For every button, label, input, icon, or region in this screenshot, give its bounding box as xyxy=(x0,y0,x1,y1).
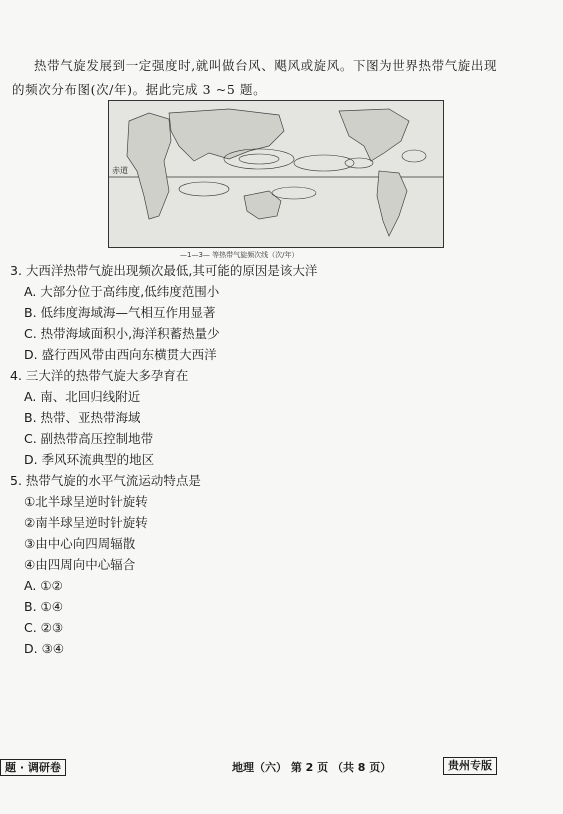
question-3-option-b[interactable]: B. 低纬度海域海—气相互作用显著 xyxy=(24,305,216,320)
intro-line-2: 的频次分布图(次/年)。据此完成 3 ~5 题。 xyxy=(12,82,267,97)
question-5-statement-2: ②南半球呈逆时针旋转 xyxy=(24,515,148,530)
world-cyclone-frequency-map xyxy=(108,100,444,248)
question-4-stem: 4. 三大洋的热带气旋大多孕育在 xyxy=(10,368,189,383)
world-map-image xyxy=(109,101,443,247)
question-4-option-c[interactable]: C. 副热带高压控制地带 xyxy=(24,431,154,446)
question-3-option-c[interactable]: C. 热带海域面积小,海洋积蓄热量少 xyxy=(24,326,220,341)
question-4-option-d[interactable]: D. 季风环流典型的地区 xyxy=(24,452,155,467)
question-5-statement-1: ①北半球呈逆时针旋转 xyxy=(24,494,148,509)
question-3-option-d[interactable]: D. 盛行西风带由西向东横贯大西洋 xyxy=(24,347,217,362)
footer-page-number: 地理（六） 第 2 页 （共 8 页） xyxy=(232,761,392,774)
question-5-statement-4: ④由四周向中心辐合 xyxy=(24,557,136,572)
intro-paragraph xyxy=(12,54,532,102)
equator-label: 赤道 xyxy=(112,166,128,175)
question-3-option-a[interactable]: A. 大部分位于高纬度,低纬度范围小 xyxy=(24,284,220,299)
question-4-option-b[interactable]: B. 热带、亚热带海域 xyxy=(24,410,141,425)
question-5-option-b[interactable]: B. ①④ xyxy=(24,599,63,614)
question-4-option-a[interactable]: A. 南、北回归线附近 xyxy=(24,389,141,404)
question-3-stem: 3. 大西洋热带气旋出现频次最低,其可能的原因是该大洋 xyxy=(10,263,318,278)
question-5-statement-3: ③由中心向四周辐散 xyxy=(24,536,136,551)
question-5-option-c[interactable]: C. ②③ xyxy=(24,620,64,635)
question-5-stem: 5. 热带气旋的水平气流运动特点是 xyxy=(10,473,201,488)
figure-caption: —1—3— 等热带气旋频次线（次/年） xyxy=(180,251,299,259)
footer-edition-badge: 贵州专版 xyxy=(443,757,497,775)
question-5-option-d[interactable]: D. ③④ xyxy=(24,641,64,656)
question-5-option-a[interactable]: A. ①② xyxy=(24,578,63,593)
intro-line-1: 热带气旋发展到一定强度时,就叫做台风、飓风或旋风。下图为世界热带气旋出现 xyxy=(34,58,498,73)
footer-series-label: 题 · 调研卷 xyxy=(0,759,66,776)
